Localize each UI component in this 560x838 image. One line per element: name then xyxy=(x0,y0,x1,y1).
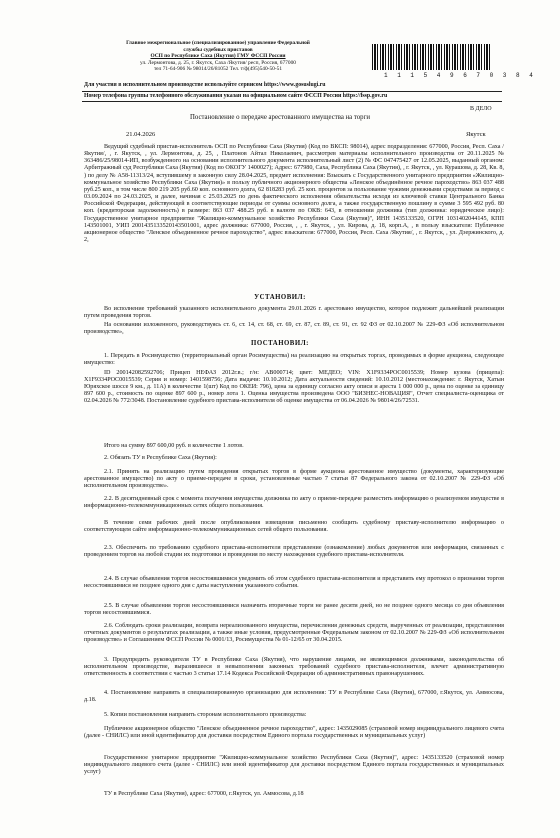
item-2-5: 2.5. В случае объявления торгов несостоявшимися назначить вторичные торги не ранее десяти дней, но не позднее одного месяца со дня объявления торгов несостоявшимися. xyxy=(84,603,504,617)
gosuslugi-note: Для участия в исполнительном производстве используйте сервисом https://www.gosuslugi.ru xyxy=(84,82,326,88)
item-2-4: 2.4. В случае объявления торгов несостоявшимися уведомить об этом судебного пристава-исполнителя и представить ему протокол о признании торгов несостоявшимися не позднее одного дня с даты наступления указанного события. xyxy=(84,576,504,590)
recipient-creditor: Публичное акционерное общество "Ленское объединенное речное пароходство", адрес: 1435029085 (страховой номер индивидуального лицевого счета (далее - СНИЛС) или иной идентификатор для доставки посредством Единого портала государственных и муниципальных услуг) xyxy=(84,726,504,740)
recipient-tu: ТУ в Республике Саха (Якутия), адрес: 677000, г.Якутск, ул. Аммосова, д.18 xyxy=(104,791,304,797)
property-description: ID 200142082592706; Прицеп НЕФАЗ 2012г.в.; г/н: АВ000714; цвет: МЕДЕО; VIN: X1F9334POC0015539; Номер кузова (прицепа): X1F9334POC0015539; Серия и номер: 1401598756; Дата выдачи: 10.10.2012; Дата актуальности сведений: 10.10.2012 (местонахождение: г. Якутск, Хатын Юряхское шоссе 9 км., д. 11А) в количестве 1(шт) Код по ОКЕИ: 796), цена за единицу согласно акту описи и ареста 1 000 000 р., цена по оценке за единицу 897 600 р., стоимость по оценке 897 600 р., номер лота 1. Оценка имущества произведена ООО "БИЗНЕС-НОВАЦИЯ", Отчет специалиста-оценщика от 02.04.2026 № 772/3048. Постановление судебного пристава-исполнителя об оценке имущества от 06.04.2026 № 98014/26/72531. xyxy=(84,370,504,404)
item-2-2-notice: В течение семи рабочих дней после опубликования извещения письменно сообщить судебному приставу-исполнителю информацию о соответствующем сайте информационно-телекоммуникационных сетей общего пользования. xyxy=(84,520,504,534)
divider xyxy=(82,91,502,92)
document-date: 21.04.2026 xyxy=(126,131,156,138)
paragraph-legal-basis: На основании изложенного, руководствуясь ст. 6, ст. 14, ст. 68, ст. 69, ст. 87, ст. 89, ст. 91, ст. 92 ФЗ от 02.10.2007 № 229-ФЗ «Об исполнительном производстве», xyxy=(84,322,504,336)
header-line-3: ОСП по Республике Саха (Якутия) ГМУ ФССП России xyxy=(150,53,286,60)
item-2-2: 2.2. В десятидневный срок с момента получения имущества должника по акту о приеме-передаче разместить информацию о реализуемом имуществе в информационно-телекоммуникационных сетях общего пользования. xyxy=(84,496,504,510)
document-title: Постановление о передаче арестованного имущества на торги xyxy=(190,114,370,121)
item-2: 2. Обязать ТУ в Республике Саха (Якутия): xyxy=(104,455,217,461)
document-city: Якутск xyxy=(466,131,486,138)
item-3: 3. Предупредить руководителя ТУ в Республике Саха (Якутия), что нарушение лицами, не являющимися должниками, законодательства об исполнительном производстве, выразившееся в невыполнении законных требований судебного пристава-исполнителя, влечет административную ответственность в соответствии с частью 3 статьи 17.14 Кодекса Российской Федерации об административных правонарушениях. xyxy=(84,657,504,678)
item-1: 1. Передать в Росимущество (территориальный орган Росимущества) на реализацию на открытых торгах, проводимых в форме аукциона, следующее имущество: xyxy=(84,353,504,367)
paragraph-established: Во исполнение требований указанного исполнительного документа 29.01.2026 г. арестовано имущество, которое подлежит дальнейшей реализации путем проведения торгов. xyxy=(84,306,504,320)
divider xyxy=(82,101,502,102)
item-5: 5. Копии постановления направить сторонам исполнительного производства: xyxy=(104,712,307,718)
intro-paragraph: Ведущий судебный пристав-исполнитель ОСП по Республике Саха (Якутия) (Код по ВКСП: 98014), адрес подразделения: 677000, Россия, Респ. Саха /Якутия/, , г. Якутск, , ул. Лермонтова, д. 25, , Платонов Айтал Николаевич, рассмотрев материалы исполнительного производства от 20.11.2025 № 363486/25/98014-ИП, возбужденного на основании исполнительного документа исполнительный лист (2) № ФС 047475427 от 12.05.2025, выданный органом: Арбитражный суд Республики Саха (Якутия) (Код по ОКОГУ 1400027); Адрес: 677980, Саха, Республика Саха (Якутия), , г. Якутск, , ул. Курашова, д. 28, Кв. 8, ) по делу № А58-11313/24, вступившему в законную силу 28.04.2025, предмет исполнения: Взыскать с Государственного унитарного предприятия «Жилищно-коммунальное хозяйство Республики Саха (Якутия)» в пользу публичного акционерного общества «Ленское объединённое речное пароходство» 863 037 488 руб.25 коп., в том числе 800 219 205 руб.60 коп. основного долга, 62 818283 руб. 25 коп. процентов за пользование чужими денежными средствами за период с 03.09.2024 по 24.03.2025, и далее, начиная с 25.03.2025 по день фактического исполнения обязательства исходя из ключевой ставки Центрального Банка Российской Федерации, действующей в соответствующие периоды от суммы основного долга, а также государственную пошлину в сумме 3 595 492 руб. 80 коп. (кредиторская задолженность) в размере: 863 037 488.25 руб. в валюте по ОКВ: 643, в отношении должника (тип должника: юридическое лицо): Государственное унитарное предприятие "Жилищно-коммунальное хозяйство Республики Саха (Якутия)", ИНН 1435133520, ОГРН 1031402044145, КПП 143501001, УИП 2001435133520143501001, адрес должника: 677000, Россия, , , г. Якутск, , ул. Кирова, д. 18, корп.А, , в пользу взыскателя: Публичное акционерное общество "Ленское объединенное речное пароходство", адрес взыскателя: 677000, Россия, Респ. Саха /Якутия/, , г. Якутск, , ул. Дзержинского, д. 2, xyxy=(84,144,504,244)
phone-note: Номер телефона группы телефонного обслуживания указан на официальном сайте ФССП России https://fssp.gov.ru xyxy=(84,93,388,99)
recipient-debtor: Государственное унитарное предприятие "Жилищно-коммунальное хозяйство Республики Саха (Якутия)", адрес: 1435133520 (страховой номер индивидуального лицевого счета (далее - СНИЛС) или иной идентификатор для доставки посредством Единого портала государственных и муниципальных услуг) xyxy=(84,755,504,776)
header-line-1: Главное межрегиональное (специализированное) управление Федеральной xyxy=(126,40,310,46)
barcode-image xyxy=(372,44,492,70)
header-line-2: службы судебных приставов xyxy=(183,46,253,53)
item-2-1: 2.1. Принять на реализацию путем проведения открытых торгов в форме аукциона арестованное имущество (документы, характеризующие арестованное имущество) по акту о приеме-передаче в сроки, установленные частью 7 статьи 87 Федерального закона от 02.10.2007 № 229-ФЗ «Об исполнительном производстве». xyxy=(84,469,504,490)
ustanovil-heading: УСТАНОВИЛ: xyxy=(254,294,306,301)
item-2-3: 2.3. Обеспечить по требованию судебного пристава-исполнителя представление (ознакомление) любых документов или информации, связанных с проведением торгов на любой стадии их подготовки и проведения по месту нахождения судебного пристава-исполнителя. xyxy=(84,545,504,559)
postanovil-heading: ПОСТАНОВИЛ: xyxy=(251,340,309,347)
item-2-6: 2.6. Соблюдать сроки реализации, возврата нереализованного имущества, перечисления денежных средств, вырученных от реализации, представления отчетных документов о результатах реализации, а также иные условия, предусмотренные Федеральным законом от 02.10.2007 № 229-ФЗ «Об исполнительном производстве» и Соглашением ФССП России № 0001/13, Росимущества № 01-12/65 от 30.04.2015. xyxy=(84,623,504,644)
item-4: 4. Постановление направить в специализированную организацию для исполнения: ТУ в Республике Саха (Якутия), 677000, г.Якутск, ул. Аммосова, д.18. xyxy=(84,690,504,704)
header-line-4: ул. Лермонтова, д. 25, г. Якутск, Саха /Якутия/ респ, Россия, 677000 xyxy=(140,59,296,66)
header-line-5: тел 71-64-906 № 98014/26/81052 Тел. т/ф(495)540-50-51 xyxy=(153,66,283,73)
barcode-number: 1 1 1 5 4 9 6 7 0 3 8 4 xyxy=(384,72,536,79)
total-line: Итого на сумму 897 600,00 руб. в количестве 1 лотов. xyxy=(104,443,244,449)
in-delo-stamp: В ДЕЛО xyxy=(470,106,492,112)
issuer-header xyxy=(68,40,368,73)
